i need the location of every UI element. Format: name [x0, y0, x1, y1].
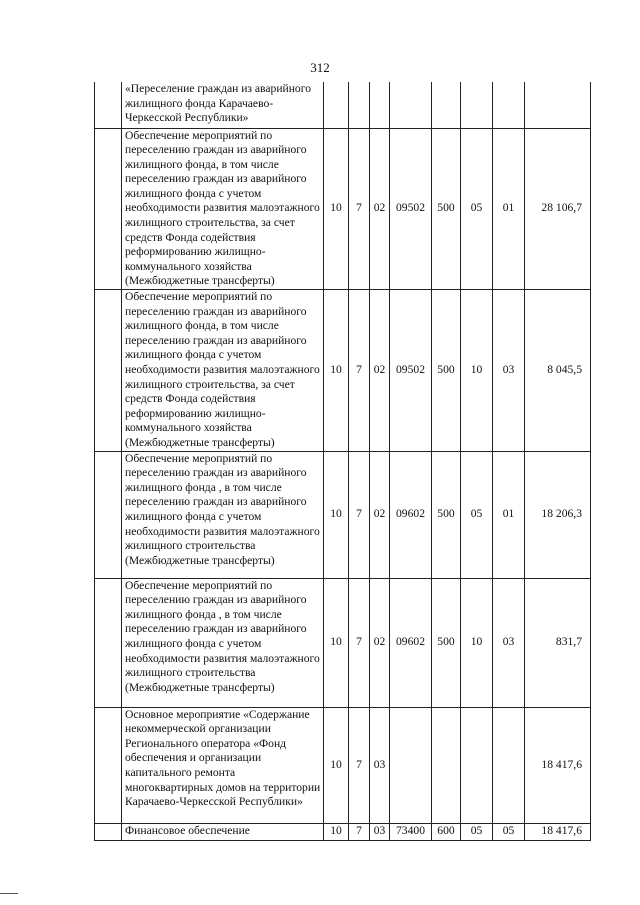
cell-c1: 10	[324, 578, 349, 707]
cell-c3: 02	[370, 290, 390, 452]
cell-sum: 18 417,6	[525, 707, 591, 823]
table-body	[95, 82, 591, 840]
cell-c5	[432, 82, 461, 128]
blank-cell	[95, 128, 122, 290]
row-description: Финансовое обеспечение	[122, 823, 324, 840]
table-row	[95, 578, 591, 707]
cell-sum: 831,7	[525, 578, 591, 707]
cell-c4	[390, 82, 432, 128]
cell-c2: 7	[349, 578, 370, 707]
cell-c5	[432, 707, 461, 823]
cell-c6	[461, 82, 493, 128]
row-description: Обеспечение мероприятий по переселению граждан из аварийного жилищного фонда , в том числе переселению граждан из аварийного жилищного фонда с учетом необходимости развития малоэтажного жилищного строительства (Межбюджетные трансферты)	[122, 451, 324, 578]
row-description: Основное мероприятие «Содержание некоммерческой организации Регионального оператора «Фонд обеспечения и организации капитального ремонта многоквартирных домов на территории Карачаево-Черкесской Республики»	[122, 707, 324, 823]
blank-cell	[95, 707, 122, 823]
cell-sum: 18 417,6	[525, 823, 591, 840]
cell-c7: 05	[493, 823, 525, 840]
cell-c7: 01	[493, 451, 525, 578]
cell-c6: 05	[461, 451, 493, 578]
cell-c1: 10	[324, 823, 349, 840]
cell-c2	[349, 82, 370, 128]
cell-c3: 02	[370, 578, 390, 707]
cell-c6	[461, 707, 493, 823]
cell-sum: 28 106,7	[525, 128, 591, 290]
blank-cell	[95, 451, 122, 578]
cell-c2: 7	[349, 707, 370, 823]
row-description: «Переселение граждан из аварийного жилищного фонда Карачаево-Черкесской Республики»	[122, 82, 324, 128]
row-description: Обеспечение мероприятий по переселению граждан из аварийного жилищного фонда, в том числе переселению граждан из аварийного жилищного фонда с учетом необходимости развития малоэтажного жилищного строительства, за счет средств Фонда содействия реформированию жилищно-коммунального хозяйства (Межбюджетные трансферты)	[122, 128, 324, 290]
cell-c7: 03	[493, 290, 525, 452]
cell-c7: 01	[493, 128, 525, 290]
cell-c4: 09602	[390, 578, 432, 707]
cell-c1: 10	[324, 128, 349, 290]
cell-c4: 73400	[390, 823, 432, 840]
cell-c6: 05	[461, 128, 493, 290]
cell-c3: 02	[370, 128, 390, 290]
cell-c1	[324, 82, 349, 128]
blank-cell	[95, 578, 122, 707]
cell-c3: 02	[370, 451, 390, 578]
table-row	[95, 823, 591, 840]
budget-table	[94, 82, 591, 841]
cell-c5: 500	[432, 451, 461, 578]
table-row	[95, 128, 591, 290]
cell-c4: 09502	[390, 290, 432, 452]
scan-edge-mark	[0, 893, 18, 894]
cell-c7	[493, 82, 525, 128]
cell-c6: 10	[461, 578, 493, 707]
cell-c5: 500	[432, 578, 461, 707]
table-row	[95, 707, 591, 823]
page-number: 312	[310, 60, 330, 75]
cell-c4	[390, 707, 432, 823]
cell-c3: 03	[370, 707, 390, 823]
cell-c5: 600	[432, 823, 461, 840]
cell-sum: 8 045,5	[525, 290, 591, 452]
cell-c5: 500	[432, 128, 461, 290]
table-row	[95, 290, 591, 452]
cell-c1: 10	[324, 451, 349, 578]
cell-c5: 500	[432, 290, 461, 452]
cell-c1: 10	[324, 707, 349, 823]
blank-cell	[95, 823, 122, 840]
cell-sum: 18 206,3	[525, 451, 591, 578]
cell-c6: 05	[461, 823, 493, 840]
row-description: Обеспечение мероприятий по переселению граждан из аварийного жилищного фонда, в том числе переселению граждан из аварийного жилищного фонда с учетом необходимости развития малоэтажного жилищного строительства, за счет средств Фонда содействия реформированию жилищно-коммунального хозяйства (Межбюджетные трансферты)	[122, 290, 324, 452]
cell-c2: 7	[349, 451, 370, 578]
row-description: Обеспечение мероприятий по переселению граждан из аварийного жилищного фонда , в том числе переселению граждан из аварийного жилищного фонда с учетом необходимости развития малоэтажного жилищного строительства (Межбюджетные трансферты)	[122, 578, 324, 707]
blank-cell	[95, 290, 122, 452]
table-row	[95, 451, 591, 578]
cell-c2: 7	[349, 128, 370, 290]
cell-c3: 03	[370, 823, 390, 840]
cell-c2: 7	[349, 823, 370, 840]
cell-c4: 09602	[390, 451, 432, 578]
blank-cell	[95, 82, 122, 128]
table-row	[95, 82, 591, 128]
cell-c2: 7	[349, 290, 370, 452]
cell-c3	[370, 82, 390, 128]
cell-c4: 09502	[390, 128, 432, 290]
cell-c7	[493, 707, 525, 823]
cell-c7: 03	[493, 578, 525, 707]
cell-c6: 10	[461, 290, 493, 452]
cell-sum	[525, 82, 591, 128]
cell-c1: 10	[324, 290, 349, 452]
